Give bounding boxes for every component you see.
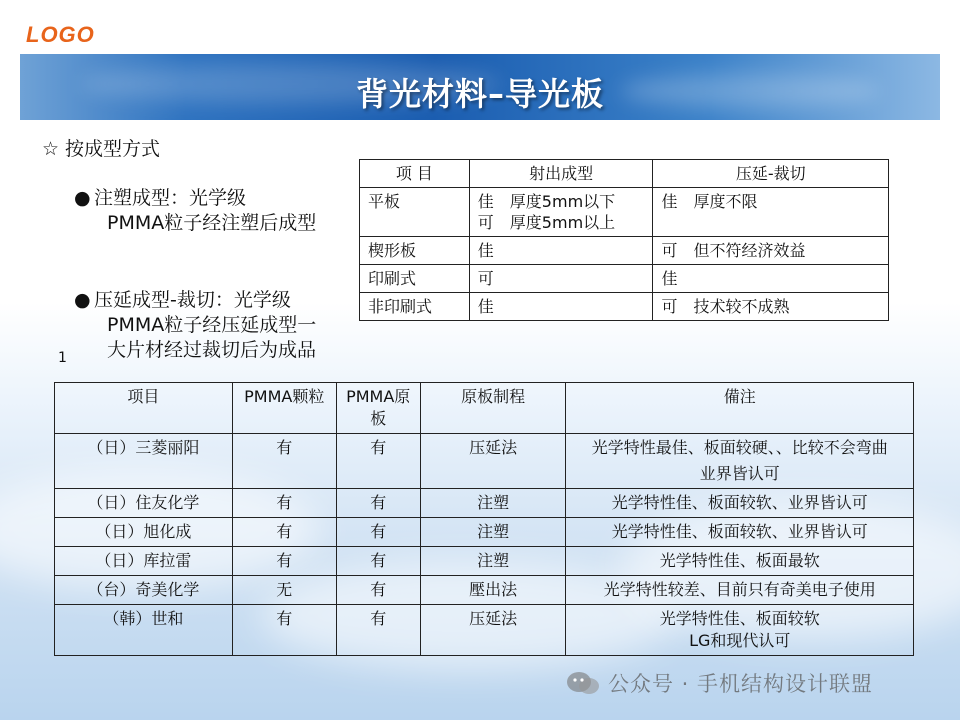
bullet-text-line1: 注塑成型：光学级 <box>94 187 247 209</box>
bullet-dot-icon: ● <box>74 289 91 311</box>
table-row <box>55 434 914 489</box>
table-row <box>55 547 914 576</box>
table-row <box>55 576 914 605</box>
table-cell: 光学特性较差、目前只有奇美电子使用 <box>566 576 914 605</box>
table-row <box>360 265 889 293</box>
table-cell: 可 <box>469 265 653 293</box>
table-cell: 有 <box>336 489 420 518</box>
table-cell: 无 <box>232 576 336 605</box>
header-cell: PMMA颗粒 <box>232 383 336 434</box>
table-cell: 佳 <box>469 237 653 265</box>
wechat-icon <box>566 671 600 695</box>
table-row <box>360 293 889 321</box>
table-cell: 光学特性佳、板面较软、业界皆认可 <box>566 518 914 547</box>
table-cell: 有 <box>336 518 420 547</box>
table-cell: 楔形板 <box>360 237 470 265</box>
table-cell: 注塑 <box>420 518 566 547</box>
bullet-calender <box>74 288 324 363</box>
table-cell: （日）住友化学 <box>55 489 233 518</box>
table-cell: 平板 <box>360 188 470 237</box>
table-cell: 佳 <box>469 293 653 321</box>
table-cell: 注塑 <box>420 489 566 518</box>
table-cell: 有 <box>232 547 336 576</box>
cell-line: LG和现代认可 <box>689 631 791 650</box>
table-cell: 有 <box>232 434 336 489</box>
title-banner <box>20 54 940 120</box>
table-cell: 壓出法 <box>420 576 566 605</box>
table-cell: 佳 厚度不限 <box>653 188 889 237</box>
table-cell: 光学特性佳、板面较软、业界皆认可 <box>566 489 914 518</box>
header-cell: 備注 <box>566 383 914 434</box>
header-cell: 项目 <box>55 383 233 434</box>
table-cell: （日）旭化成 <box>55 518 233 547</box>
table-header-row <box>360 160 889 188</box>
table-cell <box>566 434 914 489</box>
table-cell: 有 <box>232 605 336 656</box>
table-cell: 有 <box>336 576 420 605</box>
bullet-text-rest: PMMA粒子经注塑后成型 <box>107 212 317 234</box>
table-cell <box>566 605 914 656</box>
watermark-text: 公众号 · 手机结构设计联盟 <box>608 672 874 696</box>
table-cell: 光学特性佳、板面最软 <box>566 547 914 576</box>
table-cell: （日）库拉雷 <box>55 547 233 576</box>
table-cell: 有 <box>232 518 336 547</box>
table-cell: （日）三菱丽阳 <box>55 434 233 489</box>
cell-line: 业界皆认可 <box>699 464 780 483</box>
table-cell: 有 <box>336 605 420 656</box>
table-cell: 压延法 <box>420 434 566 489</box>
table-row <box>360 188 889 237</box>
bullet-text-rest: PMMA粒子经压延成型一大片材经过裁切后为成品 <box>107 314 317 361</box>
header-cell: 射出成型 <box>469 160 653 188</box>
section-heading <box>42 134 160 161</box>
supplier-table <box>54 382 914 656</box>
table-cell: 可 技术较不成熟 <box>653 293 889 321</box>
page-mark: 1 <box>58 350 67 366</box>
table-cell: 注塑 <box>420 547 566 576</box>
table-cell: 可 但不符经济效益 <box>653 237 889 265</box>
logo: LOGO <box>26 22 95 47</box>
table-cell: 有 <box>232 489 336 518</box>
cell-line: 可 厚度5mm以上 <box>477 213 616 232</box>
table-header-row <box>55 383 914 434</box>
table-cell: 非印刷式 <box>360 293 470 321</box>
table-row <box>360 237 889 265</box>
table-cell: 有 <box>336 434 420 489</box>
bullet-dot-icon: ● <box>74 187 91 209</box>
header-cell: 压延-裁切 <box>653 160 889 188</box>
header-cell: 原板制程 <box>420 383 566 434</box>
bullet-injection <box>74 186 324 236</box>
table-cell: 有 <box>336 547 420 576</box>
page-title: 背光材料–导光板 <box>355 75 604 113</box>
star-icon: ☆ <box>42 138 60 160</box>
table-cell: 压延法 <box>420 605 566 656</box>
table-cell <box>469 188 653 237</box>
watermark <box>566 668 873 698</box>
header-cell: PMMA原板 <box>336 383 420 434</box>
table-cell: 佳 <box>653 265 889 293</box>
table-row <box>55 518 914 547</box>
cell-line: 光学特性佳、板面较软 <box>659 609 820 628</box>
table-cell: 印刷式 <box>360 265 470 293</box>
table-cell: （台）奇美化学 <box>55 576 233 605</box>
cell-line: 光学特性最佳、板面较硬、、比较不会弯曲 <box>591 438 888 457</box>
header-cell: 项 目 <box>360 160 470 188</box>
table-cell: （韩）世和 <box>55 605 233 656</box>
table-row <box>55 489 914 518</box>
table-row <box>55 605 914 656</box>
molding-comparison-table <box>359 159 889 321</box>
cell-line: 佳 厚度5mm以下 <box>477 192 616 211</box>
section-heading-text: 按成型方式 <box>65 138 161 160</box>
bullet-text-line1: 压延成型-裁切：光学级 <box>94 289 291 311</box>
